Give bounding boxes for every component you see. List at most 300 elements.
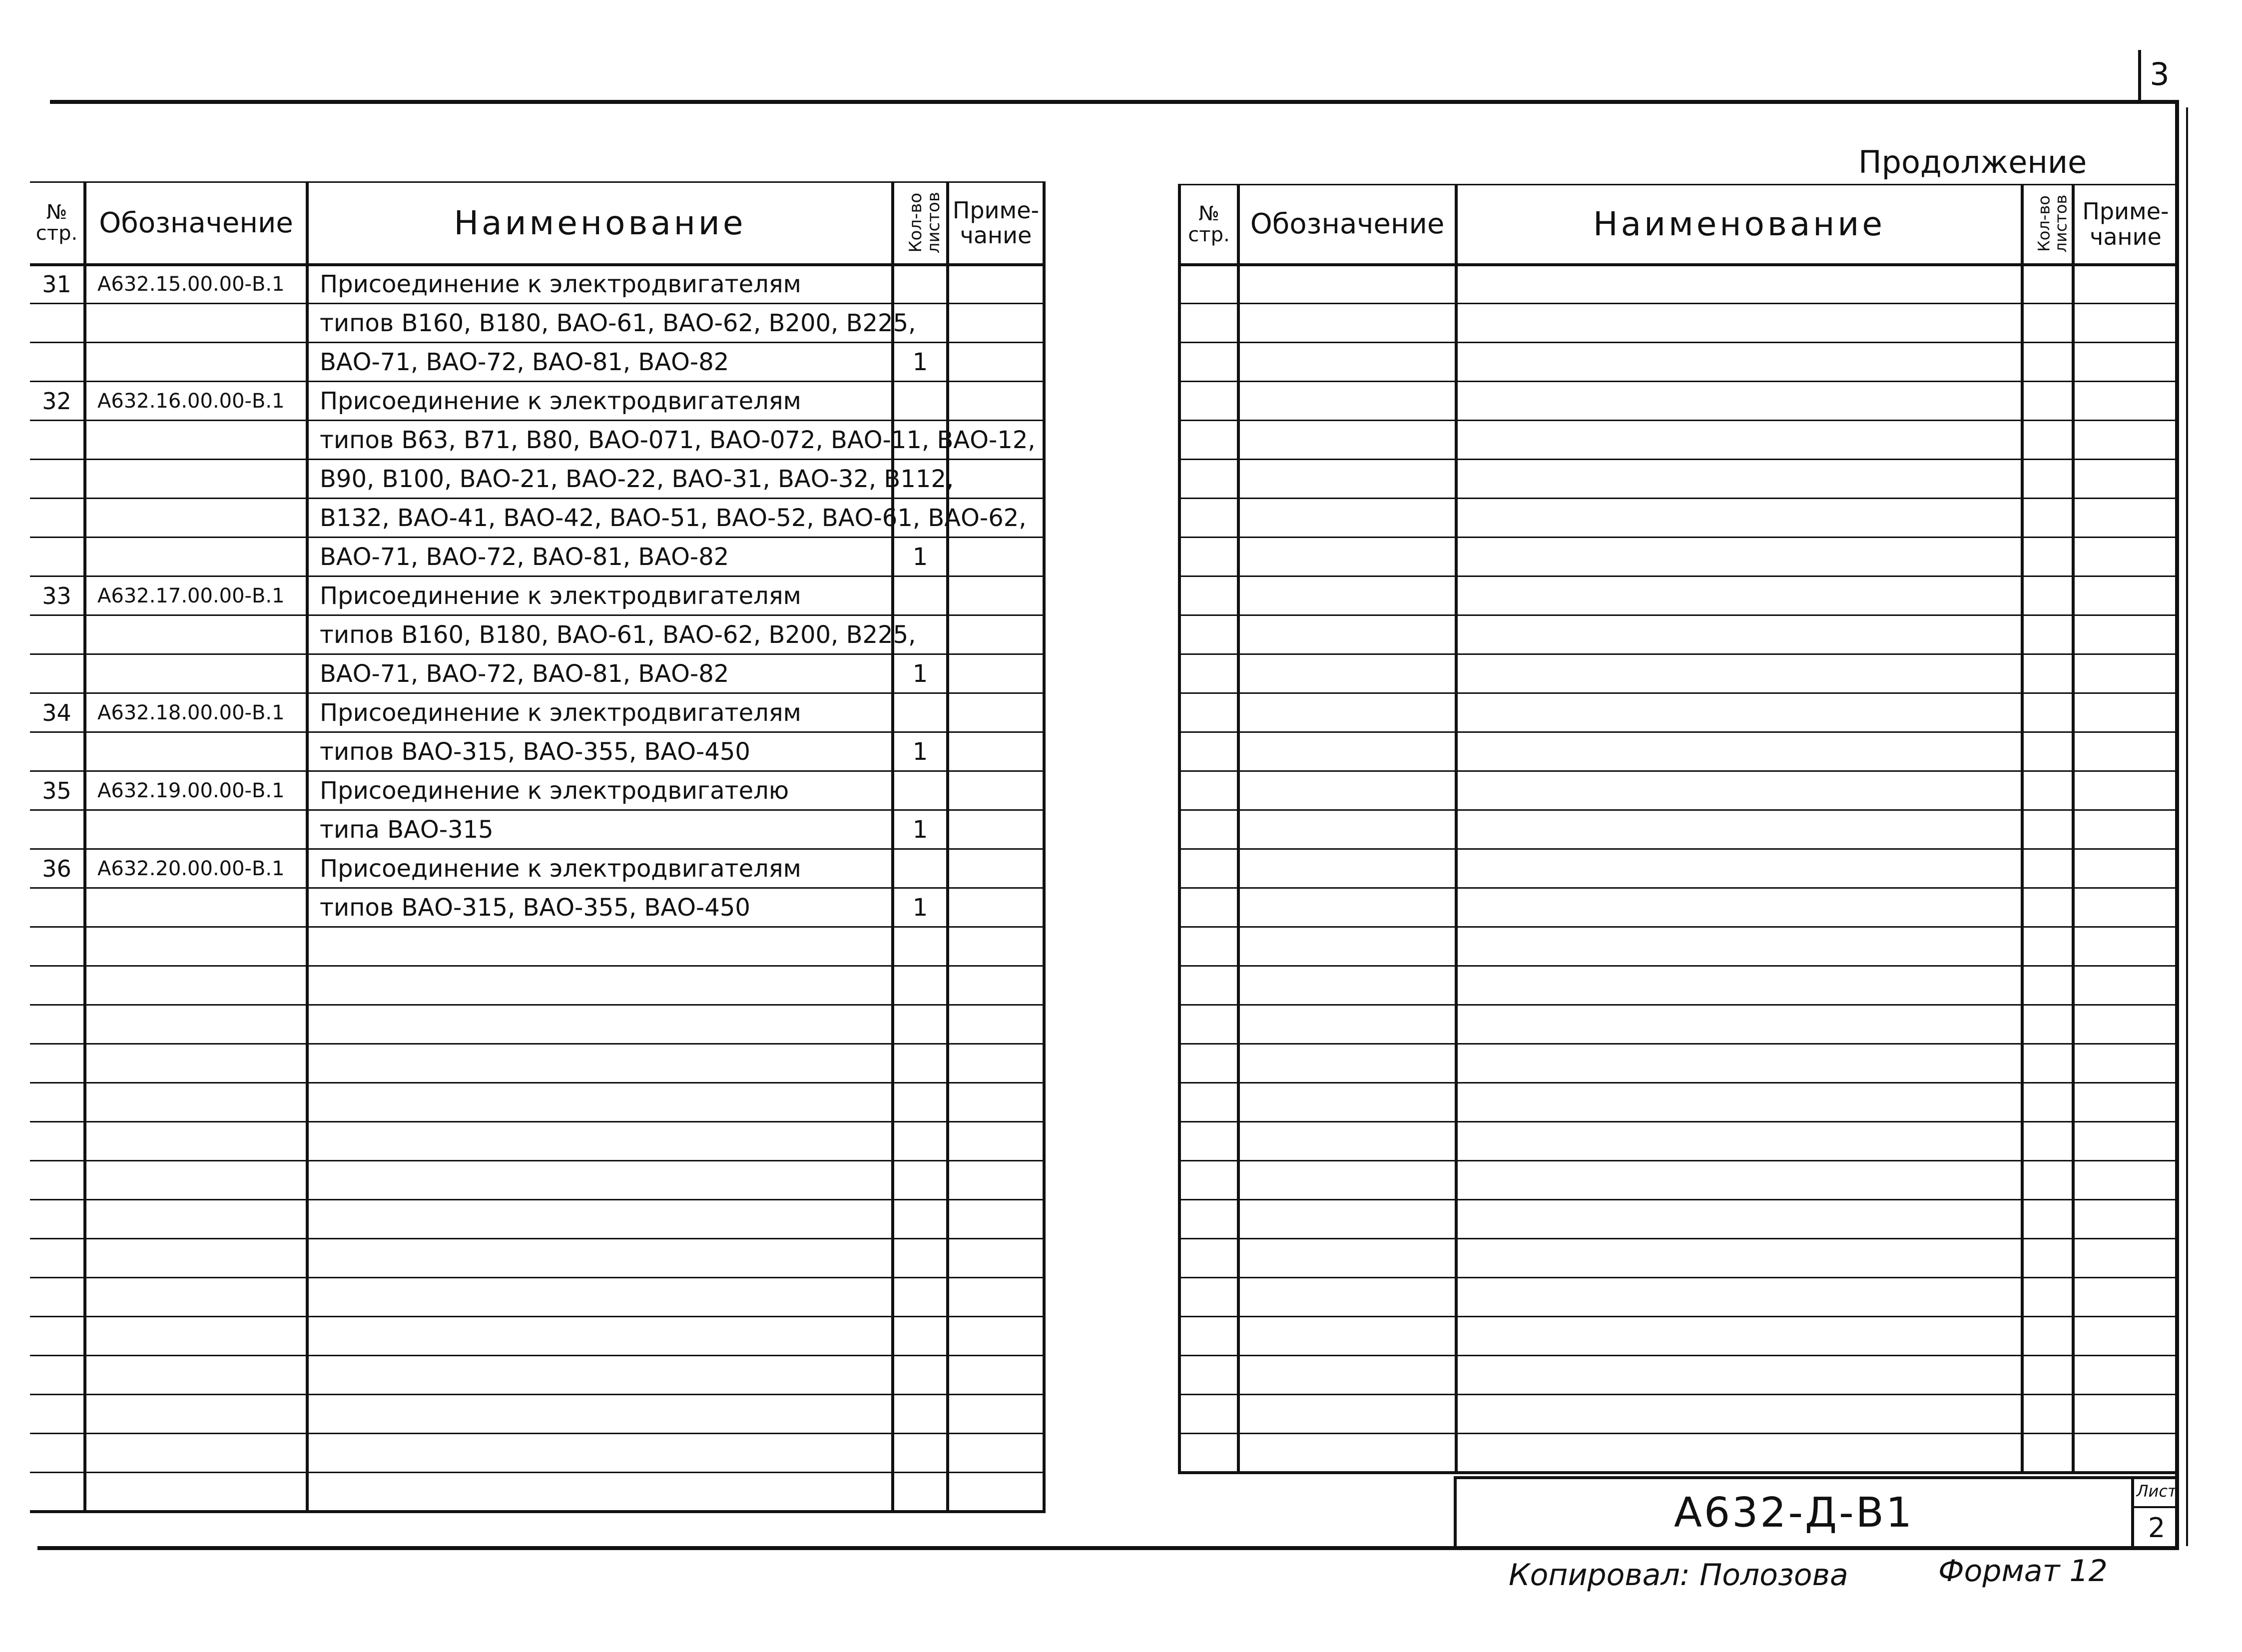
row-name bbox=[1456, 1239, 2022, 1278]
table-row bbox=[1179, 1200, 2177, 1239]
right-frame-shadow bbox=[2186, 107, 2188, 1546]
row-page-number bbox=[1179, 654, 1238, 693]
row-note bbox=[948, 654, 1044, 693]
row-note bbox=[2073, 615, 2177, 654]
row-note bbox=[948, 1044, 1044, 1083]
row-qty bbox=[2022, 810, 2073, 849]
table-row bbox=[1179, 1356, 2177, 1395]
row-qty bbox=[893, 1395, 948, 1434]
continuation-label: Продолжение bbox=[1858, 144, 2087, 180]
header-num-line2: стр. bbox=[35, 222, 78, 245]
row-designation bbox=[1238, 732, 1456, 771]
row-note bbox=[948, 849, 1044, 888]
row-name bbox=[307, 966, 893, 1005]
row-name bbox=[1456, 810, 2022, 849]
header-qty-line1: Кол-во bbox=[905, 192, 926, 253]
row-designation bbox=[1238, 1278, 1456, 1317]
table-row bbox=[1179, 576, 2177, 615]
row-note bbox=[948, 576, 1044, 615]
row-qty bbox=[893, 1044, 948, 1083]
row-note bbox=[2073, 1161, 2177, 1200]
row-name bbox=[1456, 849, 2022, 888]
row-qty bbox=[893, 1278, 948, 1317]
row-qty bbox=[2022, 1161, 2073, 1200]
row-page-number bbox=[1179, 1434, 1238, 1473]
row-name bbox=[1456, 1161, 2022, 1200]
row-page-number bbox=[1179, 304, 1238, 343]
row-qty bbox=[2022, 1122, 2073, 1161]
row-page-number bbox=[1179, 1083, 1238, 1122]
row-qty bbox=[893, 1161, 948, 1200]
row-designation bbox=[85, 810, 307, 849]
table-row bbox=[1179, 1005, 2177, 1044]
row-qty bbox=[893, 265, 948, 304]
sheet-number: 2 bbox=[2148, 1512, 2166, 1544]
table-row bbox=[1179, 460, 2177, 499]
row-qty bbox=[893, 1434, 948, 1473]
row-page-number bbox=[1179, 382, 1238, 421]
row-name bbox=[307, 1395, 893, 1434]
row-page-number bbox=[1179, 693, 1238, 732]
row-page-number bbox=[1179, 1317, 1238, 1356]
row-page-number bbox=[1179, 1278, 1238, 1317]
row-note bbox=[948, 966, 1044, 1005]
row-name: Присоединение к электродвигателям bbox=[307, 265, 893, 304]
row-qty bbox=[2022, 732, 2073, 771]
row-name bbox=[1456, 771, 2022, 810]
row-qty bbox=[2022, 927, 2073, 966]
table-row bbox=[1179, 382, 2177, 421]
row-designation bbox=[85, 1005, 307, 1044]
row-name: ВАО-71, ВАО-72, ВАО-81, ВАО-82 bbox=[307, 343, 893, 382]
row-note bbox=[2073, 927, 2177, 966]
row-designation bbox=[1238, 1161, 1456, 1200]
row-note bbox=[948, 343, 1044, 382]
row-note bbox=[2073, 693, 2177, 732]
table-row bbox=[30, 1083, 1044, 1122]
table-row bbox=[1179, 966, 2177, 1005]
row-designation bbox=[85, 927, 307, 966]
row-note bbox=[2073, 1044, 2177, 1083]
row-name: В132, ВАО-41, ВАО-42, ВАО-51, ВАО-52, ВАО-61, ВАО-62, bbox=[307, 499, 893, 538]
row-designation bbox=[1238, 693, 1456, 732]
row-qty bbox=[2022, 1200, 2073, 1239]
row-name bbox=[307, 1317, 893, 1356]
table-row bbox=[30, 1278, 1044, 1317]
row-name: Присоединение к электродвигателям bbox=[307, 693, 893, 732]
row-page-number bbox=[30, 1161, 85, 1200]
row-page-number bbox=[30, 888, 85, 927]
row-designation bbox=[85, 732, 307, 771]
row-name bbox=[1456, 966, 2022, 1005]
row-designation bbox=[85, 1278, 307, 1317]
row-designation bbox=[85, 1200, 307, 1239]
row-page-number: 35 bbox=[30, 771, 85, 810]
row-designation bbox=[85, 1239, 307, 1278]
table-row bbox=[30, 304, 1044, 343]
row-note bbox=[948, 732, 1044, 771]
table-row bbox=[30, 421, 1044, 460]
row-page-number bbox=[30, 654, 85, 693]
row-note bbox=[2073, 576, 2177, 615]
row-qty: 1 bbox=[893, 654, 948, 693]
copied-by: Копировал: Полозова bbox=[1509, 1558, 1848, 1593]
row-designation: А632.18.00.00-В.1 bbox=[85, 693, 307, 732]
row-name bbox=[307, 1200, 893, 1239]
row-name bbox=[307, 1005, 893, 1044]
row-name bbox=[1456, 304, 2022, 343]
row-designation: А632.17.00.00-В.1 bbox=[85, 576, 307, 615]
row-name bbox=[1456, 927, 2022, 966]
row-name bbox=[1456, 343, 2022, 382]
row-page-number bbox=[1179, 421, 1238, 460]
row-page-number bbox=[1179, 1239, 1238, 1278]
header-name: Наименование bbox=[307, 182, 893, 265]
row-qty bbox=[2022, 849, 2073, 888]
row-name bbox=[1456, 732, 2022, 771]
row-page-number: 34 bbox=[30, 693, 85, 732]
table-row bbox=[30, 1356, 1044, 1395]
row-qty bbox=[2022, 499, 2073, 538]
row-designation bbox=[85, 966, 307, 1005]
row-page-number bbox=[30, 460, 85, 499]
row-designation bbox=[1238, 499, 1456, 538]
title-block bbox=[1454, 1476, 2179, 1550]
row-designation: А632.19.00.00-В.1 bbox=[85, 771, 307, 810]
row-note bbox=[2073, 1278, 2177, 1317]
row-qty: 1 bbox=[893, 343, 948, 382]
row-qty: 1 bbox=[893, 732, 948, 771]
row-designation bbox=[1238, 343, 1456, 382]
row-qty bbox=[2022, 1395, 2073, 1434]
row-name bbox=[307, 1044, 893, 1083]
row-name: Присоединение к электродвигателям bbox=[307, 382, 893, 421]
row-designation bbox=[1238, 810, 1456, 849]
row-qty bbox=[2022, 693, 2073, 732]
table-row bbox=[30, 966, 1044, 1005]
table-row bbox=[1179, 693, 2177, 732]
row-note bbox=[948, 1083, 1044, 1122]
row-page-number bbox=[30, 1083, 85, 1122]
sheet-label: Лист bbox=[2134, 1476, 2179, 1508]
row-page-number bbox=[30, 1356, 85, 1395]
table-row bbox=[1179, 538, 2177, 576]
table-row bbox=[30, 1434, 1044, 1473]
table-row bbox=[30, 732, 1044, 771]
row-designation bbox=[1238, 460, 1456, 499]
table-row bbox=[1179, 265, 2177, 304]
corner-sheet-number: 3 bbox=[2150, 56, 2170, 92]
row-name bbox=[307, 1161, 893, 1200]
row-page-number bbox=[30, 499, 85, 538]
row-designation bbox=[85, 343, 307, 382]
row-note bbox=[2073, 771, 2177, 810]
row-qty: 1 bbox=[893, 538, 948, 576]
table-row bbox=[30, 1239, 1044, 1278]
row-designation bbox=[85, 615, 307, 654]
row-page-number bbox=[1179, 810, 1238, 849]
row-qty bbox=[2022, 1239, 2073, 1278]
row-page-number: 31 bbox=[30, 265, 85, 304]
row-qty bbox=[2022, 382, 2073, 421]
row-qty bbox=[2022, 654, 2073, 693]
row-name: Присоединение к электродвигателям bbox=[307, 576, 893, 615]
table-row bbox=[1179, 1239, 2177, 1278]
row-name: типов ВАО-315, ВАО-355, ВАО-450 bbox=[307, 732, 893, 771]
row-page-number bbox=[30, 1239, 85, 1278]
table-row bbox=[30, 382, 1044, 421]
row-page-number bbox=[1179, 576, 1238, 615]
row-page-number bbox=[1179, 460, 1238, 499]
row-page-number bbox=[1179, 888, 1238, 927]
header-designation: Обозначение bbox=[1238, 185, 1456, 265]
row-qty bbox=[2022, 1083, 2073, 1122]
row-qty bbox=[893, 382, 948, 421]
row-note bbox=[948, 304, 1044, 343]
row-qty bbox=[2022, 1317, 2073, 1356]
header-note-line1: Приме- bbox=[952, 196, 1040, 224]
row-qty bbox=[893, 1356, 948, 1395]
table-row bbox=[30, 1317, 1044, 1356]
row-page-number: 32 bbox=[30, 382, 85, 421]
row-note bbox=[948, 693, 1044, 732]
table-row bbox=[1179, 888, 2177, 927]
row-qty bbox=[2022, 966, 2073, 1005]
row-page-number bbox=[1179, 1200, 1238, 1239]
row-note bbox=[948, 265, 1044, 304]
row-name bbox=[307, 1356, 893, 1395]
row-name bbox=[1456, 1434, 2022, 1473]
table-row bbox=[30, 460, 1044, 499]
row-qty bbox=[2022, 460, 2073, 499]
row-qty bbox=[2022, 421, 2073, 460]
row-page-number bbox=[30, 732, 85, 771]
row-designation bbox=[1238, 576, 1456, 615]
row-note bbox=[948, 1239, 1044, 1278]
table-row bbox=[1179, 771, 2177, 810]
row-name bbox=[1456, 460, 2022, 499]
row-note bbox=[948, 538, 1044, 576]
table-row bbox=[1179, 1434, 2177, 1473]
table-row bbox=[30, 343, 1044, 382]
row-page-number bbox=[30, 1278, 85, 1317]
row-note bbox=[2073, 849, 2177, 888]
row-note bbox=[2073, 1356, 2177, 1395]
row-qty: 1 bbox=[893, 888, 948, 927]
row-note bbox=[948, 1356, 1044, 1395]
row-note bbox=[2073, 265, 2177, 304]
row-name bbox=[1456, 421, 2022, 460]
row-qty bbox=[2022, 1005, 2073, 1044]
row-note bbox=[948, 382, 1044, 421]
table-row bbox=[30, 499, 1044, 538]
row-qty bbox=[893, 771, 948, 810]
row-qty bbox=[2022, 1044, 2073, 1083]
row-page-number bbox=[1179, 1356, 1238, 1395]
row-page-number bbox=[1179, 499, 1238, 538]
row-note bbox=[948, 888, 1044, 927]
row-name: типов В63, В71, В80, ВАО-071, ВАО-072, ВАО-11, ВАО-12, bbox=[307, 421, 893, 460]
row-qty: 1 bbox=[893, 810, 948, 849]
row-designation bbox=[1238, 771, 1456, 810]
table-row bbox=[1179, 732, 2177, 771]
row-designation bbox=[1238, 1317, 1456, 1356]
row-name bbox=[307, 1122, 893, 1161]
row-note bbox=[948, 810, 1044, 849]
row-page-number bbox=[1179, 1044, 1238, 1083]
table-row bbox=[30, 1044, 1044, 1083]
row-note bbox=[948, 927, 1044, 966]
table-row bbox=[30, 1161, 1044, 1200]
row-note bbox=[948, 1122, 1044, 1161]
row-designation bbox=[1238, 382, 1456, 421]
header-note-line2: чание bbox=[2090, 223, 2162, 250]
row-name bbox=[307, 1473, 893, 1512]
row-qty bbox=[893, 1239, 948, 1278]
row-name bbox=[1456, 1395, 2022, 1434]
table-row bbox=[1179, 810, 2177, 849]
table-row bbox=[1179, 1161, 2177, 1200]
row-qty bbox=[2022, 771, 2073, 810]
row-name: типов В160, В180, ВАО-61, ВАО-62, В200, В225, bbox=[307, 304, 893, 343]
row-page-number bbox=[1179, 771, 1238, 810]
row-page-number bbox=[30, 343, 85, 382]
table-row bbox=[30, 693, 1044, 732]
header-name: Наименование bbox=[1456, 185, 2022, 265]
row-name bbox=[1456, 1317, 2022, 1356]
row-page-number bbox=[30, 304, 85, 343]
row-designation bbox=[85, 538, 307, 576]
table-row bbox=[1179, 343, 2177, 382]
table-row bbox=[30, 810, 1044, 849]
row-name: В90, В100, ВАО-21, ВАО-22, ВАО-31, ВАО-32, В112, bbox=[307, 460, 893, 499]
row-note bbox=[948, 1005, 1044, 1044]
row-note bbox=[2073, 1395, 2177, 1434]
row-page-number: 33 bbox=[30, 576, 85, 615]
row-note bbox=[2073, 343, 2177, 382]
row-designation: А632.20.00.00-В.1 bbox=[85, 849, 307, 888]
top-frame-line bbox=[50, 100, 2179, 104]
row-name: Присоединение к электродвигателю bbox=[307, 771, 893, 810]
row-name bbox=[1456, 1083, 2022, 1122]
document-code: А632-Д-В1 bbox=[1674, 1489, 1914, 1537]
header-qty-line2: листов bbox=[923, 192, 944, 254]
header-num-line1: № bbox=[46, 201, 67, 224]
row-designation bbox=[1238, 849, 1456, 888]
row-note bbox=[948, 771, 1044, 810]
table-row bbox=[30, 888, 1044, 927]
row-qty bbox=[893, 1200, 948, 1239]
row-note bbox=[948, 460, 1044, 499]
row-page-number bbox=[30, 1044, 85, 1083]
row-qty bbox=[2022, 538, 2073, 576]
row-page-number: 36 bbox=[30, 849, 85, 888]
row-note bbox=[2073, 810, 2177, 849]
row-note bbox=[2073, 1317, 2177, 1356]
row-page-number bbox=[1179, 966, 1238, 1005]
table-row bbox=[30, 615, 1044, 654]
row-qty bbox=[893, 849, 948, 888]
row-qty bbox=[2022, 304, 2073, 343]
row-designation bbox=[1238, 304, 1456, 343]
row-designation bbox=[1238, 1122, 1456, 1161]
row-note bbox=[948, 1395, 1044, 1434]
header-designation: Обозначение bbox=[85, 182, 307, 265]
row-note bbox=[2073, 888, 2177, 927]
row-qty bbox=[2022, 576, 2073, 615]
row-designation bbox=[1238, 927, 1456, 966]
row-page-number bbox=[30, 1395, 85, 1434]
row-name: типа ВАО-315 bbox=[307, 810, 893, 849]
header-qty-line1: Кол-во bbox=[2034, 195, 2054, 252]
row-designation bbox=[1238, 421, 1456, 460]
row-page-number bbox=[1179, 343, 1238, 382]
row-note bbox=[2073, 538, 2177, 576]
row-page-number bbox=[30, 421, 85, 460]
header-qty bbox=[2022, 185, 2073, 265]
table-row bbox=[30, 1473, 1044, 1512]
row-designation bbox=[1238, 1356, 1456, 1395]
row-page-number bbox=[30, 927, 85, 966]
row-name bbox=[307, 1434, 893, 1473]
table-row bbox=[1179, 421, 2177, 460]
row-note bbox=[948, 1161, 1044, 1200]
corner-sheet-box bbox=[2138, 50, 2178, 102]
row-qty bbox=[893, 576, 948, 615]
row-name: типов ВАО-315, ВАО-355, ВАО-450 bbox=[307, 888, 893, 927]
row-page-number bbox=[1179, 615, 1238, 654]
row-name bbox=[1456, 615, 2022, 654]
table-row bbox=[1179, 927, 2177, 966]
row-qty bbox=[893, 1122, 948, 1161]
left-spec-table bbox=[30, 181, 1046, 1513]
header-page-number bbox=[30, 182, 85, 265]
table-row bbox=[30, 538, 1044, 576]
row-qty bbox=[2022, 1356, 2073, 1395]
header-num-line2: стр. bbox=[1188, 223, 1230, 246]
row-designation: А632.15.00.00-В.1 bbox=[85, 265, 307, 304]
row-name bbox=[1456, 1044, 2022, 1083]
row-qty bbox=[893, 1473, 948, 1512]
row-name bbox=[1456, 382, 2022, 421]
row-designation bbox=[85, 499, 307, 538]
row-note bbox=[2073, 1200, 2177, 1239]
row-designation bbox=[1238, 615, 1456, 654]
row-note bbox=[2073, 1005, 2177, 1044]
table-row bbox=[30, 265, 1044, 304]
row-qty bbox=[893, 966, 948, 1005]
right-spec-table bbox=[1178, 184, 2177, 1474]
table-row bbox=[1179, 1083, 2177, 1122]
row-note bbox=[2073, 460, 2177, 499]
row-note bbox=[2073, 1122, 2177, 1161]
row-note bbox=[2073, 1083, 2177, 1122]
row-name bbox=[307, 1239, 893, 1278]
row-page-number bbox=[1179, 849, 1238, 888]
row-designation bbox=[85, 654, 307, 693]
table-row bbox=[1179, 615, 2177, 654]
header-qty bbox=[893, 182, 948, 265]
row-name bbox=[1456, 1005, 2022, 1044]
row-page-number bbox=[30, 538, 85, 576]
row-designation bbox=[85, 888, 307, 927]
row-qty bbox=[2022, 1434, 2073, 1473]
row-qty bbox=[893, 1317, 948, 1356]
header-note bbox=[948, 182, 1044, 265]
row-designation bbox=[85, 1044, 307, 1083]
row-name bbox=[1456, 693, 2022, 732]
table-row bbox=[30, 927, 1044, 966]
